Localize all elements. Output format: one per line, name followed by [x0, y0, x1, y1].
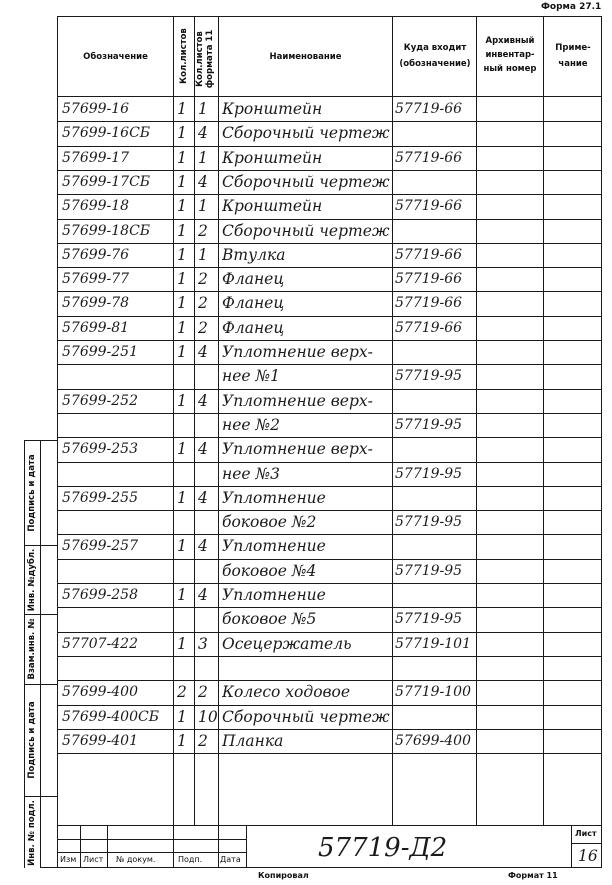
- name-cell: нее №1: [222, 367, 281, 385]
- col-divider-4: [392, 16, 393, 825]
- name-cell: Фланец: [222, 319, 285, 337]
- where-used-cell: 57719-66: [395, 150, 463, 166]
- sheets-cell: 1: [177, 124, 187, 142]
- sheets-cell: 1: [177, 222, 187, 240]
- side-strip-right: [40, 440, 41, 868]
- form-label: Форма 27.1: [541, 2, 602, 12]
- row-line: [57, 607, 602, 608]
- title-v-5: [246, 825, 247, 867]
- name-cell: Кронштейн: [222, 197, 323, 215]
- title-sheet-label: Лист: [575, 829, 597, 838]
- sheets11-cell: 4: [198, 537, 208, 555]
- designation-cell: 57699-18СБ: [62, 223, 151, 239]
- sheets-cell: 1: [177, 708, 187, 726]
- row-line: [57, 753, 602, 754]
- row-line: [57, 656, 602, 657]
- sheets-cell: 1: [177, 635, 187, 653]
- name-cell: Уплотнение верх-: [222, 440, 373, 458]
- where-used-cell: 57719-66: [395, 247, 463, 263]
- sheets-cell: 1: [177, 197, 187, 215]
- row-line: [57, 559, 602, 560]
- sheets-cell: 1: [177, 319, 187, 337]
- col-divider-3: [218, 16, 219, 825]
- where-used-cell: 57719-66: [395, 101, 463, 117]
- name-cell: Сборочный чертеж: [222, 173, 390, 191]
- sheets-cell: 2: [177, 683, 187, 701]
- header-archive-no: Архивный инвентар-ный номер: [483, 36, 537, 74]
- where-used-cell: 57719-100: [395, 684, 471, 700]
- side-label-podpis-data-2: Подпись и дата: [27, 701, 37, 779]
- header-bottom: [57, 96, 602, 97]
- sheets-cell: 1: [177, 246, 187, 264]
- sheets11-cell: 3: [198, 635, 208, 653]
- sheets11-cell: 1: [198, 246, 208, 264]
- name-cell: Уплотнение: [222, 489, 326, 507]
- title-v-2: [107, 825, 108, 867]
- footer-format: Формат 11: [508, 871, 558, 880]
- row-line: [57, 729, 602, 730]
- sheets-cell: 1: [177, 173, 187, 191]
- sheets11-cell: 1: [198, 100, 208, 118]
- designation-cell: 57699-18: [62, 198, 130, 214]
- sheets11-cell: 2: [198, 683, 208, 701]
- designation-cell: 57699-255: [62, 490, 138, 506]
- designation-cell: 57699-16СБ: [62, 125, 151, 141]
- where-used-cell: 57719-66: [395, 271, 463, 287]
- frame-top: [57, 16, 602, 17]
- name-cell: Уплотнение верх-: [222, 392, 373, 410]
- where-used-cell: 57719-95: [395, 514, 463, 530]
- designation-cell: 57699-400СБ: [62, 709, 159, 725]
- title-top: [57, 825, 602, 826]
- name-cell: Планка: [222, 732, 284, 750]
- title-doc-no: № докум.: [116, 855, 156, 864]
- where-used-cell: 57719-66: [395, 198, 463, 214]
- designation-cell: 57707-422: [62, 636, 138, 652]
- name-cell: Уплотнение: [222, 537, 326, 555]
- row-line: [57, 486, 602, 487]
- designation-cell: 57699-17СБ: [62, 174, 151, 190]
- sheets11-cell: 4: [198, 440, 208, 458]
- title-list: Лист: [83, 855, 104, 864]
- title-v-4: [218, 825, 219, 867]
- header-designation: Обозначение: [83, 52, 148, 62]
- designation-cell: 57699-252: [62, 393, 138, 409]
- sheets11-cell: 4: [198, 392, 208, 410]
- document-code: 57719-Д2: [318, 833, 448, 863]
- title-izm: Изм: [60, 855, 77, 864]
- sheets11-cell: 2: [198, 319, 208, 337]
- row-line: [57, 510, 602, 511]
- name-cell: Фланец: [222, 270, 285, 288]
- row-line: [57, 194, 602, 195]
- row-line: [57, 316, 602, 317]
- sheets-cell: 1: [177, 149, 187, 167]
- where-used-cell: 57719-95: [395, 417, 463, 433]
- name-cell: Осецержатель: [222, 635, 352, 653]
- frame-left: [57, 16, 58, 868]
- row-line: [57, 291, 602, 292]
- row-line: [57, 243, 602, 244]
- name-cell: Сборочный чертеж: [222, 124, 390, 142]
- sheets11-cell: 4: [198, 343, 208, 361]
- sheets11-cell: 4: [198, 124, 208, 142]
- name-cell: боковое №5: [222, 610, 317, 628]
- designation-cell: 57699-257: [62, 538, 138, 554]
- header-sheet-count: Кол.листов: [179, 28, 189, 84]
- header-where-used: Куда входит (обозначение): [399, 43, 471, 69]
- sheets-cell: 1: [177, 732, 187, 750]
- where-used-cell: 57719-66: [395, 320, 463, 336]
- sheets-cell: 1: [177, 294, 187, 312]
- col-divider-5: [476, 16, 477, 825]
- name-cell: нее №3: [222, 465, 281, 483]
- designation-cell: 57699-76: [62, 247, 130, 263]
- header-sheet-count-format11: [195, 19, 217, 99]
- sheets11-cell: 2: [198, 270, 208, 288]
- frame-bottom: [40, 867, 602, 868]
- name-cell: Втулка: [222, 246, 286, 264]
- designation-cell: 57699-78: [62, 295, 130, 311]
- designation-cell: 57699-253: [62, 441, 138, 457]
- side-strip-divider-4: [24, 684, 58, 685]
- footer-kopiroval: Копировал: [258, 871, 309, 880]
- header-sheet-count-format11-text: Кол.листов формата 11: [195, 29, 215, 89]
- row-line: [57, 462, 602, 463]
- name-cell: Кронштейн: [222, 149, 323, 167]
- name-cell: нее №2: [222, 416, 281, 434]
- row-line: [57, 413, 602, 414]
- sheets11-cell: 1: [198, 149, 208, 167]
- title-podp: Подп.: [178, 855, 203, 864]
- title-v-1: [80, 825, 81, 867]
- sheets11-cell: 4: [198, 173, 208, 191]
- side-label-vzam-inv: Взам.инв. №: [27, 618, 37, 680]
- sheets11-cell: 10: [198, 708, 218, 726]
- side-label-inv-podl: Инв. № подл.: [27, 800, 37, 866]
- sheets-cell: 1: [177, 392, 187, 410]
- side-strip-divider-1: [24, 440, 58, 441]
- designation-cell: 57699-81: [62, 320, 130, 336]
- row-line: [57, 364, 602, 365]
- sheets-cell: 1: [177, 537, 187, 555]
- side-label-podpis-data-1: Подпись и дата: [27, 454, 37, 532]
- row-line: [57, 583, 602, 584]
- designation-cell: 57699-251: [62, 344, 138, 360]
- designation-cell: 57699-17: [62, 150, 130, 166]
- sheets11-cell: 2: [198, 222, 208, 240]
- sheets-cell: 1: [177, 489, 187, 507]
- name-cell: Кронштейн: [222, 100, 323, 118]
- title-data: Дата: [220, 855, 241, 864]
- sheets11-cell: 4: [198, 489, 208, 507]
- row-line: [57, 534, 602, 535]
- sheets11-cell: 1: [198, 197, 208, 215]
- designation-cell: 57699-400: [62, 684, 138, 700]
- row-line: [57, 267, 602, 268]
- sheets-cell: 1: [177, 270, 187, 288]
- sheets-cell: 1: [177, 440, 187, 458]
- where-used-cell: 57719-66: [395, 295, 463, 311]
- where-used-cell: 57719-95: [395, 466, 463, 482]
- where-used-cell: 57719-95: [395, 368, 463, 384]
- title-v-6: [571, 825, 572, 867]
- name-cell: Фланец: [222, 294, 285, 312]
- sheets11-cell: 2: [198, 732, 208, 750]
- sheets11-cell: 4: [198, 586, 208, 604]
- sheets-cell: 1: [177, 100, 187, 118]
- title-sheet-value: 16: [578, 847, 598, 865]
- name-cell: боковое №2: [222, 513, 317, 531]
- row-line: [57, 146, 602, 147]
- header-note: Приме-чание: [555, 43, 591, 69]
- frame-right: [601, 16, 602, 868]
- name-cell: Сборочный чертеж: [222, 708, 390, 726]
- sheets-cell: 1: [177, 343, 187, 361]
- sheets11-cell: 2: [198, 294, 208, 312]
- designation-cell: 57699-16: [62, 101, 130, 117]
- name-cell: Колесо ходовое: [222, 683, 351, 701]
- where-used-cell: 57699-400: [395, 733, 471, 749]
- side-label-inv-dubl: Инв. №дубл.: [27, 548, 37, 612]
- title-sheet-divider: [571, 843, 602, 844]
- col-divider-2: [194, 16, 195, 825]
- where-used-cell: 57719-101: [395, 636, 471, 652]
- title-v-3: [173, 825, 174, 867]
- designation-cell: 57699-401: [62, 733, 138, 749]
- name-cell: Уплотнение верх-: [222, 343, 373, 361]
- side-strip-divider-5: [24, 796, 58, 797]
- designation-cell: 57699-258: [62, 587, 138, 603]
- where-used-cell: 57719-95: [395, 611, 463, 627]
- designation-cell: 57699-77: [62, 271, 130, 287]
- col-divider-6: [543, 16, 544, 825]
- col-divider-1: [173, 16, 174, 825]
- sheets-cell: 1: [177, 586, 187, 604]
- where-used-cell: 57719-95: [395, 563, 463, 579]
- header-name: Наименование: [269, 52, 342, 62]
- name-cell: боковое №4: [222, 562, 317, 580]
- name-cell: Сборочный чертеж: [222, 222, 390, 240]
- name-cell: Уплотнение: [222, 586, 326, 604]
